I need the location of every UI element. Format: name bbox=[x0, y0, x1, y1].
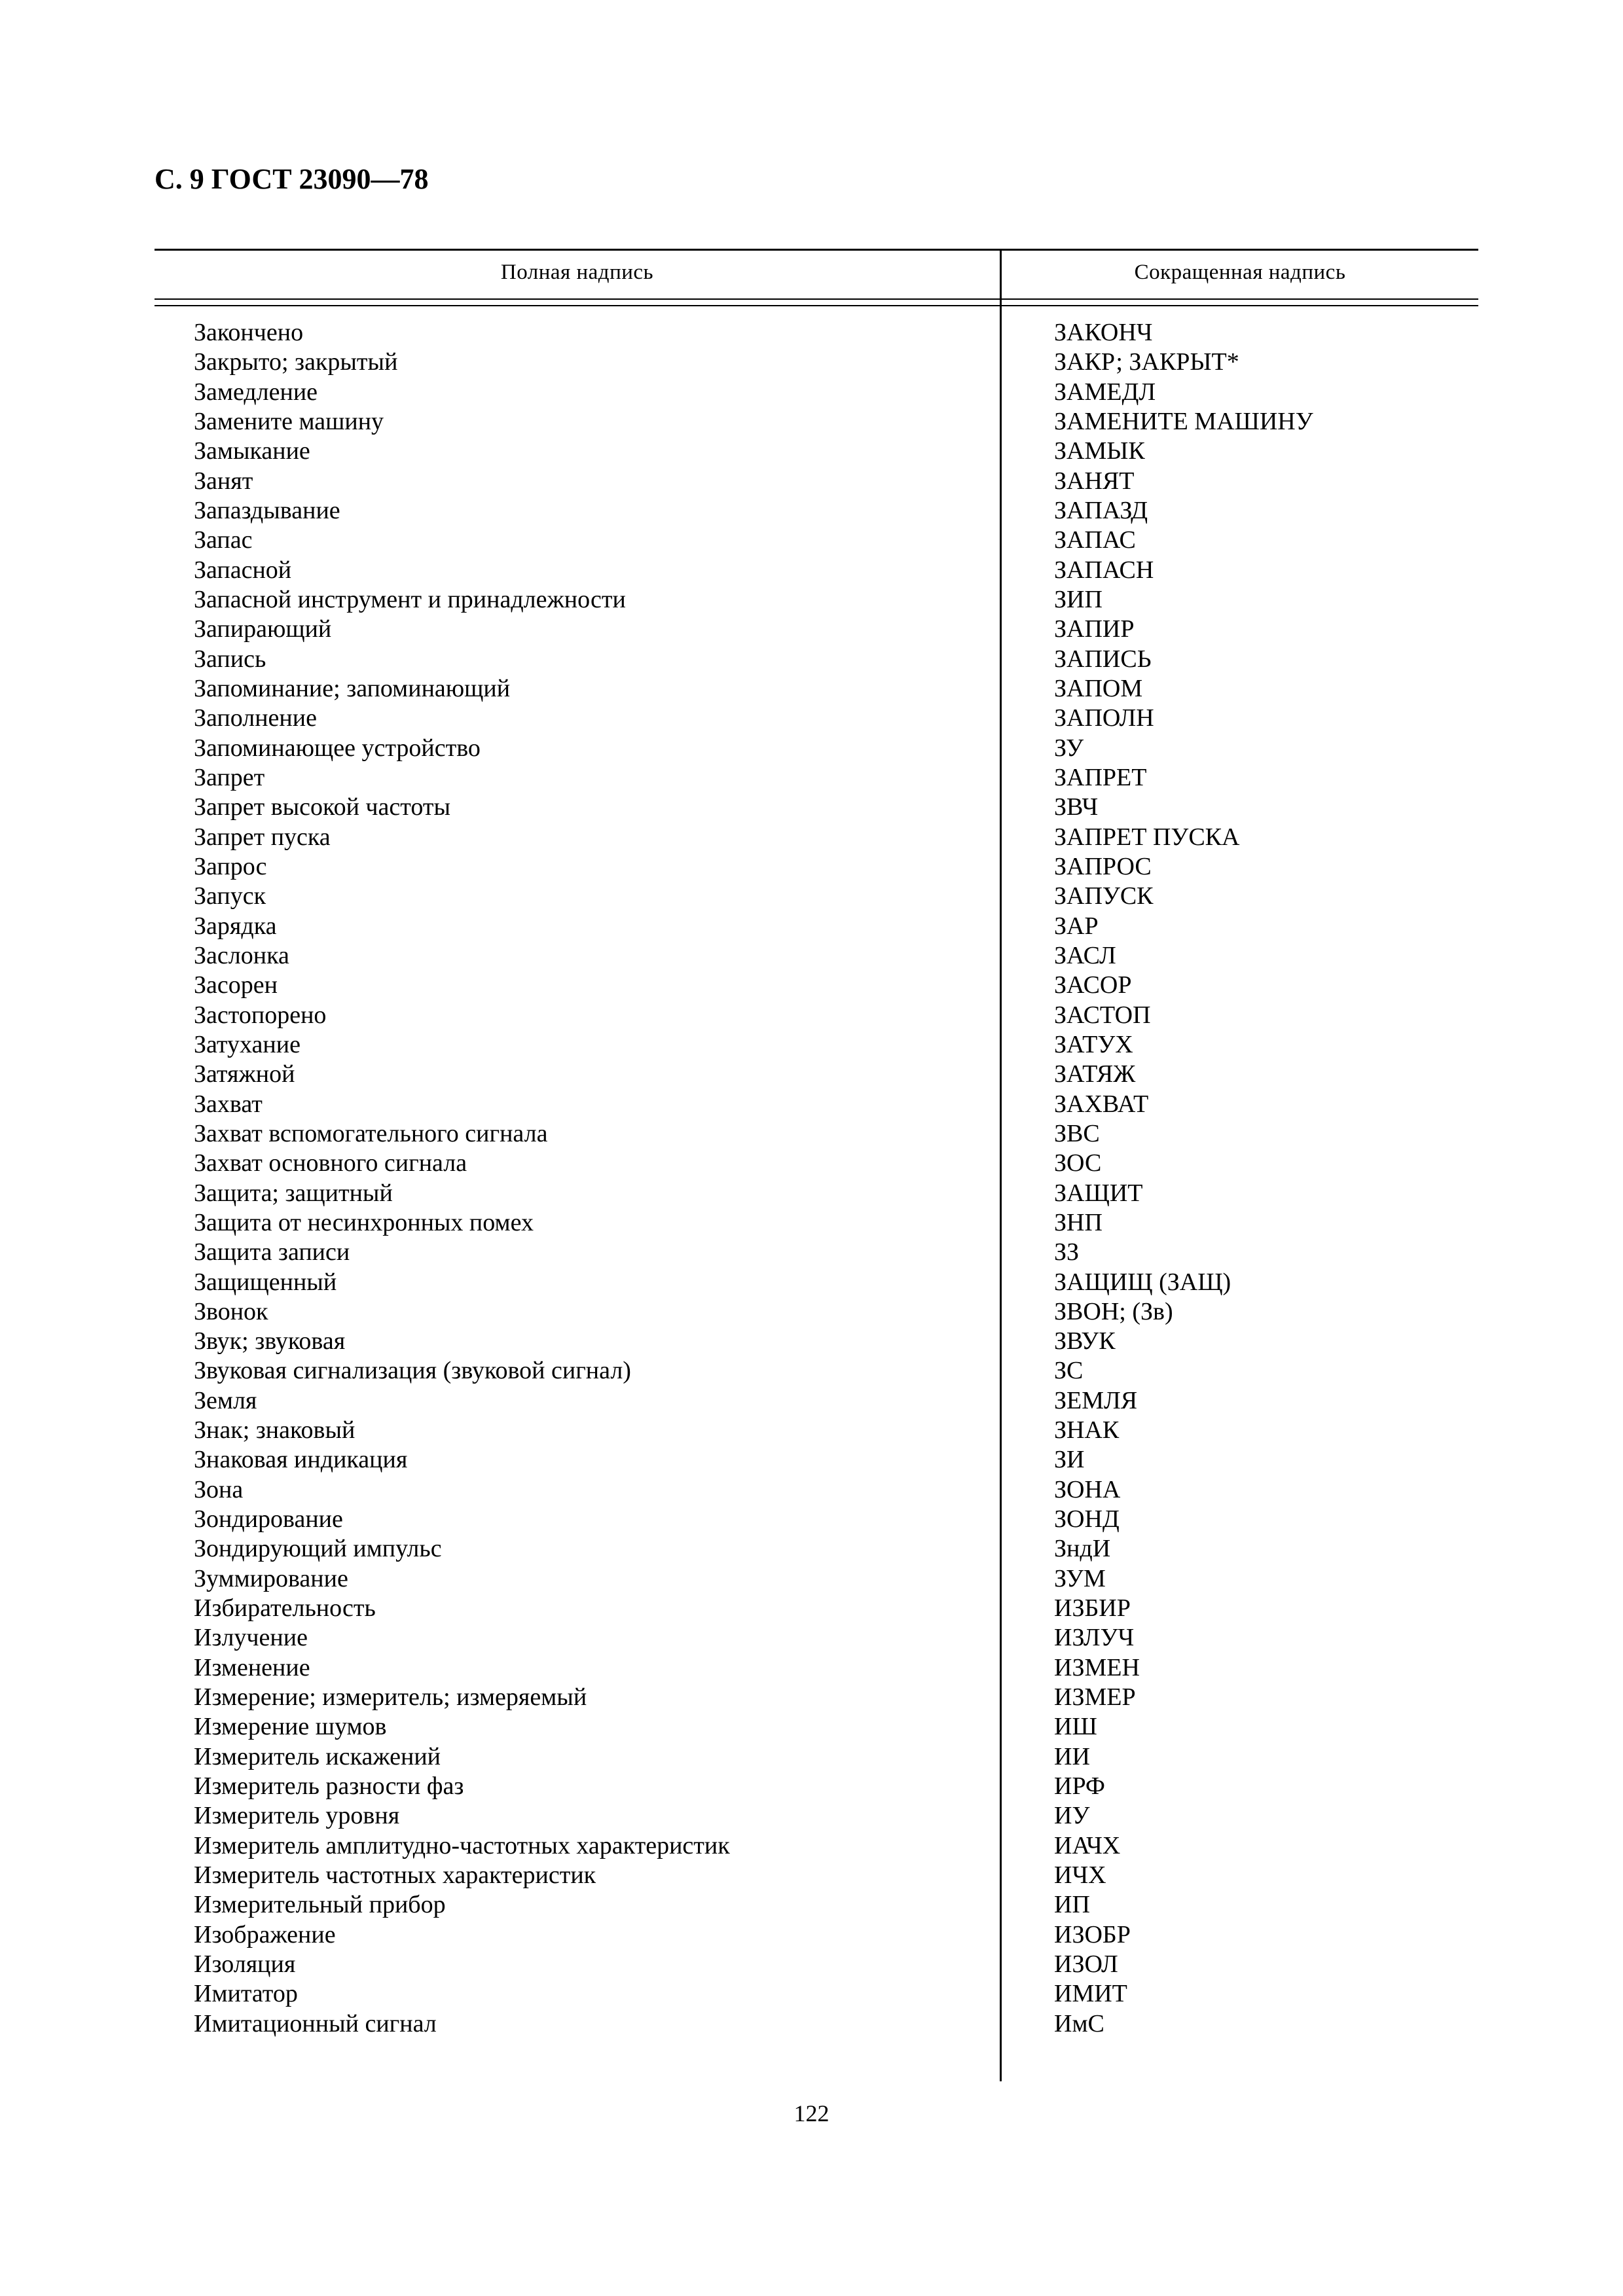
column-header-abbr: Сокращенная надпись bbox=[1134, 260, 1346, 284]
full-label-cell: Засорен bbox=[194, 971, 278, 999]
page-number: 122 bbox=[793, 2100, 830, 2126]
table-row bbox=[0, 2009, 1623, 2039]
abbreviation-cell: ИРФ bbox=[1054, 1772, 1105, 1801]
table-row bbox=[0, 941, 1623, 971]
table-row bbox=[0, 1831, 1623, 1861]
abbreviation-cell: ЗАПАЗД bbox=[1054, 496, 1148, 524]
abbreviation-cell: ИЗБИР bbox=[1054, 1594, 1131, 1623]
table-row bbox=[0, 912, 1623, 941]
abbreviation-cell: ЗИ bbox=[1054, 1446, 1085, 1474]
table-row bbox=[0, 1861, 1623, 1890]
table-row bbox=[0, 852, 1623, 882]
abbreviation-cell: ЗАПАС bbox=[1054, 526, 1136, 554]
column-header-full: Полная надпись bbox=[500, 260, 654, 284]
full-label-cell: Зуммирование bbox=[194, 1564, 348, 1592]
table-row bbox=[0, 318, 1623, 348]
table-row bbox=[0, 1505, 1623, 1534]
table-row bbox=[0, 1445, 1623, 1475]
table-row bbox=[0, 763, 1623, 793]
full-label-cell: Запрет bbox=[194, 763, 265, 791]
table-row bbox=[0, 1297, 1623, 1327]
full-label-cell: Знаковая индикация bbox=[194, 1446, 408, 1474]
abbreviation-cell: ЗОС bbox=[1054, 1149, 1102, 1177]
full-label-cell: Земля bbox=[194, 1386, 257, 1414]
table-row bbox=[0, 1030, 1623, 1060]
table-row bbox=[0, 1001, 1623, 1030]
full-label-cell: Запрет высокой частоты bbox=[194, 793, 451, 821]
full-label-cell: Замедление bbox=[194, 378, 318, 406]
full-label-cell: Излучение bbox=[194, 1624, 308, 1652]
full-label-cell: Изображение bbox=[194, 1920, 336, 1948]
table-row bbox=[0, 1179, 1623, 1208]
table-row bbox=[0, 496, 1623, 526]
table-row bbox=[0, 971, 1623, 1000]
full-label-cell: Измеритель разности фаз bbox=[194, 1772, 464, 1801]
full-label-cell: Измерение шумов bbox=[194, 1713, 387, 1741]
abbreviation-cell: ЗАСЛ bbox=[1054, 941, 1116, 969]
full-label-cell: Защита записи bbox=[194, 1238, 350, 1266]
abbreviation-cell: ИЗОЛ bbox=[1054, 1950, 1118, 1979]
abbreviation-cell: ЗОНА bbox=[1054, 1475, 1121, 1503]
table-row bbox=[0, 1386, 1623, 1416]
abbreviation-cell: ЗАПИСЬ bbox=[1054, 645, 1152, 673]
table-row bbox=[0, 437, 1623, 466]
abbreviation-cell: ИЗМЕР bbox=[1054, 1683, 1136, 1712]
abbreviation-cell: ЗНП bbox=[1054, 1208, 1103, 1236]
abbreviation-cell: ЗАХВАТ bbox=[1054, 1090, 1149, 1118]
table-row bbox=[0, 1534, 1623, 1564]
table-row bbox=[0, 1683, 1623, 1712]
table-row bbox=[0, 1801, 1623, 1831]
abbreviation-cell: ЗАПОЛН bbox=[1054, 704, 1154, 732]
page-header: С. 9 ГОСТ 23090—78 bbox=[155, 163, 429, 195]
abbreviation-cell: ЗАПРЕТ bbox=[1054, 763, 1147, 791]
full-label-cell: Измеритель искажений bbox=[194, 1742, 441, 1770]
abbreviation-cell: ИмС bbox=[1054, 2009, 1104, 2037]
abbreviation-cell: ЗНАК bbox=[1054, 1416, 1120, 1444]
abbreviation-cell: ЗАМЕДЛ bbox=[1054, 378, 1156, 406]
full-label-cell: Зарядка bbox=[194, 912, 277, 940]
abbreviation-cell: ЗАПРОС bbox=[1054, 852, 1152, 880]
full-label-cell: Измеритель амплитудно-частотных характеристик bbox=[194, 1831, 730, 1859]
full-label-cell: Знак; знаковый bbox=[194, 1416, 356, 1444]
abbreviation-cell: ЗВОН; (Зв) bbox=[1054, 1297, 1173, 1325]
table-row bbox=[0, 704, 1623, 733]
abbreviation-cell: ЗАТЯЖ bbox=[1054, 1060, 1136, 1088]
full-label-cell: Застопорено bbox=[194, 1001, 327, 1029]
abbreviation-cell: ЗАПИР bbox=[1054, 615, 1135, 643]
abbreviation-cell: ЗАЩИЩ (ЗАЩ) bbox=[1054, 1268, 1231, 1296]
abbreviation-cell: ИИ bbox=[1054, 1742, 1090, 1770]
table-row bbox=[0, 1623, 1623, 1653]
table-row bbox=[0, 1920, 1623, 1950]
table-row bbox=[0, 407, 1623, 437]
table-row bbox=[0, 1327, 1623, 1356]
full-label-cell: Зондирующий импульс bbox=[194, 1535, 442, 1563]
abbreviation-cell: ЗАСТОП bbox=[1054, 1001, 1151, 1029]
abbreviation-cell: ЗАКР; ЗАКРЫТ* bbox=[1054, 348, 1239, 376]
abbreviation-cell: ИУ bbox=[1054, 1802, 1090, 1830]
full-label-cell: Захват bbox=[194, 1090, 263, 1118]
abbreviation-cell: ЗАНЯТ bbox=[1054, 467, 1135, 495]
abbreviation-cell: ИЗЛУЧ bbox=[1054, 1624, 1135, 1652]
table-row bbox=[0, 1090, 1623, 1119]
abbreviation-cell: ЗЕМЛЯ bbox=[1054, 1386, 1138, 1414]
table-row bbox=[0, 615, 1623, 644]
full-label-cell: Защита от несинхронных помех bbox=[194, 1208, 534, 1236]
table-row bbox=[0, 823, 1623, 852]
table-body bbox=[0, 318, 1623, 2039]
abbreviation-cell: ИЧХ bbox=[1054, 1861, 1106, 1890]
full-label-cell: Измеритель уровня bbox=[194, 1802, 400, 1830]
abbreviation-cell: ИЗМЕН bbox=[1054, 1653, 1140, 1681]
abbreviation-cell: ЗАПУСК bbox=[1054, 882, 1154, 910]
abbreviation-cell: ЗАЩИТ bbox=[1054, 1179, 1143, 1207]
abbreviation-cell: ЗАПАСН bbox=[1054, 556, 1154, 584]
full-label-cell: Измерение; измеритель; измеряемый bbox=[194, 1683, 587, 1712]
full-label-cell: Захват вспомогательного сигнала bbox=[194, 1119, 548, 1147]
table-row bbox=[0, 1742, 1623, 1772]
table-row bbox=[0, 1712, 1623, 1742]
abbreviation-cell: ЗАМЫК bbox=[1054, 437, 1145, 465]
abbreviation-cell: ЗВС bbox=[1054, 1119, 1100, 1147]
abbreviation-cell: ЗАСОР bbox=[1054, 971, 1132, 999]
abbreviation-cell: ЗАКОНЧ bbox=[1054, 319, 1153, 346]
abbreviation-cell: ЗУ bbox=[1054, 734, 1084, 762]
full-label-cell: Заслонка bbox=[194, 941, 289, 969]
abbreviation-cell: ЗВУК bbox=[1054, 1327, 1116, 1355]
table-row bbox=[0, 1268, 1623, 1297]
full-label-cell: Запоминающее устройство bbox=[194, 734, 481, 762]
table-row bbox=[0, 1416, 1623, 1445]
abbreviation-cell: ЗИП bbox=[1054, 585, 1103, 613]
table-row bbox=[0, 882, 1623, 911]
full-label-cell: Заполнение bbox=[194, 704, 317, 732]
table-row bbox=[0, 585, 1623, 615]
abbreviation-cell: ИП bbox=[1054, 1891, 1090, 1919]
abbreviation-cell: ЗАТУХ bbox=[1054, 1030, 1133, 1058]
full-label-cell: Запуск bbox=[194, 882, 266, 910]
full-label-cell: Измеритель частотных характеристик bbox=[194, 1861, 596, 1890]
full-label-cell: Замените машину bbox=[194, 407, 384, 435]
abbreviation-cell: ЗндИ bbox=[1054, 1535, 1111, 1563]
abbreviation-cell: ЗАПОМ bbox=[1054, 674, 1143, 702]
full-label-cell: Звуковая сигнализация (звуковой сигнал) bbox=[194, 1357, 631, 1385]
full-label-cell: Занят bbox=[194, 467, 253, 495]
abbreviation-cell: ЗУМ bbox=[1054, 1564, 1106, 1592]
abbreviation-cell: ЗВЧ bbox=[1054, 793, 1099, 821]
table-row bbox=[0, 467, 1623, 496]
table-row bbox=[0, 1979, 1623, 2009]
table-row bbox=[0, 645, 1623, 674]
table-row bbox=[0, 1950, 1623, 1979]
abbreviation-cell: ИШ bbox=[1054, 1713, 1097, 1741]
full-label-cell: Звонок bbox=[194, 1297, 268, 1325]
table-row bbox=[0, 1119, 1623, 1149]
header-double-rule bbox=[155, 298, 1478, 306]
table-row bbox=[0, 1653, 1623, 1683]
abbreviation-cell: ИЗОБР bbox=[1054, 1920, 1131, 1948]
full-label-cell: Имитатор bbox=[194, 1980, 298, 2008]
abbreviation-cell: ЗАПРЕТ ПУСКА bbox=[1054, 823, 1240, 851]
full-label-cell: Защищенный bbox=[194, 1268, 337, 1296]
abbreviation-cell: ЗЗ bbox=[1054, 1238, 1080, 1266]
full-label-cell: Затухание bbox=[194, 1030, 301, 1058]
full-label-cell: Зона bbox=[194, 1475, 244, 1503]
full-label-cell: Запись bbox=[194, 645, 266, 673]
full-label-cell: Изоляция bbox=[194, 1950, 296, 1979]
table-row bbox=[0, 556, 1623, 585]
full-label-cell: Запасной инструмент и принадлежности bbox=[194, 585, 626, 613]
table-row bbox=[0, 1564, 1623, 1594]
table-row bbox=[0, 1238, 1623, 1267]
abbreviation-cell: ЗС bbox=[1054, 1357, 1084, 1385]
full-label-cell: Запоминание; запоминающий bbox=[194, 674, 511, 702]
table-row bbox=[0, 793, 1623, 822]
full-label-cell: Запирающий bbox=[194, 615, 332, 643]
table-top-rule bbox=[155, 249, 1478, 251]
table-row bbox=[0, 348, 1623, 377]
full-label-cell: Запас bbox=[194, 526, 253, 554]
table-row bbox=[0, 1890, 1623, 1920]
table-row bbox=[0, 1772, 1623, 1801]
full-label-cell: Запрос bbox=[194, 852, 267, 880]
full-label-cell: Избирательность bbox=[194, 1594, 376, 1623]
table-row bbox=[0, 378, 1623, 407]
table-row bbox=[0, 526, 1623, 555]
full-label-cell: Защита; защитный bbox=[194, 1179, 393, 1207]
table-row bbox=[0, 1060, 1623, 1089]
full-label-cell: Запаздывание bbox=[194, 496, 340, 524]
table-row bbox=[0, 674, 1623, 704]
table-row bbox=[0, 1208, 1623, 1238]
full-label-cell: Запрет пуска bbox=[194, 823, 331, 851]
full-label-cell: Измерительный прибор bbox=[194, 1891, 446, 1919]
table-row bbox=[0, 1475, 1623, 1505]
full-label-cell: Закончено bbox=[194, 319, 304, 346]
full-label-cell: Захват основного сигнала bbox=[194, 1149, 467, 1177]
full-label-cell: Замыкание bbox=[194, 437, 310, 465]
full-label-cell: Запасной bbox=[194, 556, 292, 584]
abbreviation-cell: ЗАМЕНИТЕ МАШИНУ bbox=[1054, 407, 1313, 435]
full-label-cell: Имитационный сигнал bbox=[194, 2009, 437, 2037]
full-label-cell: Закрыто; закрытый bbox=[194, 348, 398, 376]
abbreviation-cell: ЗОНД bbox=[1054, 1505, 1120, 1534]
abbreviation-cell: ИАЧХ bbox=[1054, 1831, 1121, 1859]
full-label-cell: Затяжной bbox=[194, 1060, 295, 1088]
table-row bbox=[0, 1594, 1623, 1623]
full-label-cell: Звук; звуковая bbox=[194, 1327, 346, 1355]
table-row bbox=[0, 1149, 1623, 1178]
table-row bbox=[0, 734, 1623, 763]
abbreviation-cell: ИМИТ bbox=[1054, 1980, 1127, 2008]
table-row bbox=[0, 1356, 1623, 1386]
full-label-cell: Зондирование bbox=[194, 1505, 343, 1534]
full-label-cell: Изменение bbox=[194, 1653, 310, 1681]
abbreviation-cell: ЗАР bbox=[1054, 912, 1099, 940]
